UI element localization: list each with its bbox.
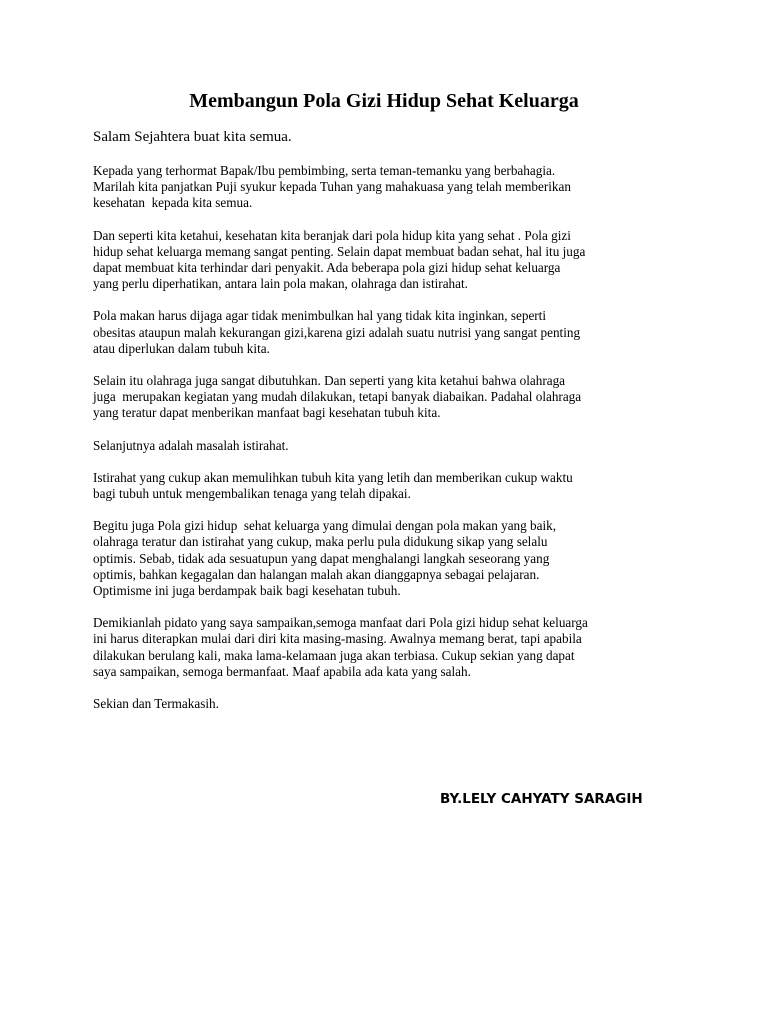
body-paragraph [93, 373, 693, 422]
paragraph-line: Optimisme ini juga berdampak baik bagi kesehatan tubuh. [93, 583, 401, 599]
body-paragraph [93, 308, 693, 357]
paragraph-line: Begitu juga Pola gizi hidup sehat keluarga yang dimulai dengan pola makan yang baik, [93, 518, 557, 534]
paragraph-line: yang perlu diperhatikan, antara lain pola makan, olahraga dan istirahat. [93, 276, 468, 292]
paragraph-line: Demikianlah pidato yang saya sampaikan,semoga manfaat dari Pola gizi hidup sehat keluarga [93, 615, 588, 631]
body-paragraph [93, 228, 693, 293]
greeting: Salam Sejahtera buat kita semua. [93, 129, 292, 145]
paragraph-line: Pola makan harus dijaga agar tidak menimbulkan hal yang tidak kita inginkan, seperti [93, 308, 547, 324]
paragraph-line: atau diperlukan dalam tubuh kita. [93, 340, 270, 356]
paragraph-line: dilakukan berulang kali, maka lama-kelamaan juga akan terbiasa. Cukup sekian yang dapat [93, 647, 575, 663]
paragraph-line: Kepada yang terhormat Bapak/Ibu pembimbing, serta teman-temanku yang berbahagia. [93, 163, 556, 178]
paragraph-line: Marilah kita panjatkan Puji syukur kepada Tuhan yang mahakuasa yang telah memberikan [93, 179, 571, 195]
document-body [93, 128, 693, 728]
body-paragraph [93, 470, 693, 502]
paragraph-line: Selanjutnya adalah masalah istirahat. [93, 437, 289, 453]
paragraph-line: bagi tubuh untuk mengembalikan tenaga yang telah dipakai. [93, 486, 411, 502]
paragraph-line: saya sampaikan, semoga bermanfaat. Maaf apabila ada kata yang salah. [93, 663, 471, 679]
body-paragraph [93, 438, 693, 454]
paragraph-line: ini harus diterapkan mulai dari diri kita masing-masing. Awalnya memang berat, tapi apabila [93, 631, 582, 647]
paragraph-line: Dan seperti kita ketahui, kesehatan kita beranjak dari pola hidup kita yang sehat . Pola gizi [93, 227, 571, 243]
body-paragraph [93, 518, 693, 599]
paragraph-line: hidup sehat keluarga memang sangat penting. Selain dapat membuat badan sehat, hal itu juga [93, 243, 586, 259]
author-signature: BY.LELY CAHYATY SARAGIH [440, 791, 643, 807]
paragraph-line: Sekian dan Termakasih. [93, 696, 219, 712]
paragraph-line: juga merupakan kegiatan yang mudah dilakukan, tetapi banyak diabaikan. Padahal olahraga [93, 389, 582, 405]
paragraph-line: optimis, bahkan kegagalan dan halangan malah akan dianggapnya sebagai pelajaran. [93, 566, 540, 582]
paragraph-line: olahraga teratur dan istirahat yang cukup, maka perlu pula didukung sikap yang selalu [93, 534, 548, 550]
body-paragraph [93, 163, 693, 212]
paragraph-list [93, 163, 693, 712]
paragraph-line: obesitas ataupun malah kekurangan gizi,karena gizi adalah suatu nutrisi yang sangat penting [93, 324, 581, 340]
paragraph-line: Selain itu olahraga juga sangat dibutuhkan. Dan seperti yang kita ketahui bahwa olahraga [93, 373, 566, 389]
paragraph-line: optimis. Sebab, tidak ada sesuatupun yang dapat menghalangi langkah seseorang yang [93, 550, 550, 566]
document-title: Membangun Pola Gizi Hidup Sehat Keluarga [189, 90, 579, 112]
paragraph-line: Istirahat yang cukup akan memulihkan tubuh kita yang letih dan memberikan cukup waktu [93, 469, 573, 485]
body-paragraph [93, 615, 693, 680]
paragraph-line: kesehatan kepada kita semua. [93, 195, 253, 211]
body-paragraph [93, 696, 693, 712]
paragraph-line: dapat membuat kita terhindar dari penyakit. Ada beberapa pola gizi hidup sehat keluarga [93, 260, 561, 276]
paragraph-line: yang teratur dapat menberikan manfaat bagi kesehatan tubuh kita. [93, 405, 441, 421]
